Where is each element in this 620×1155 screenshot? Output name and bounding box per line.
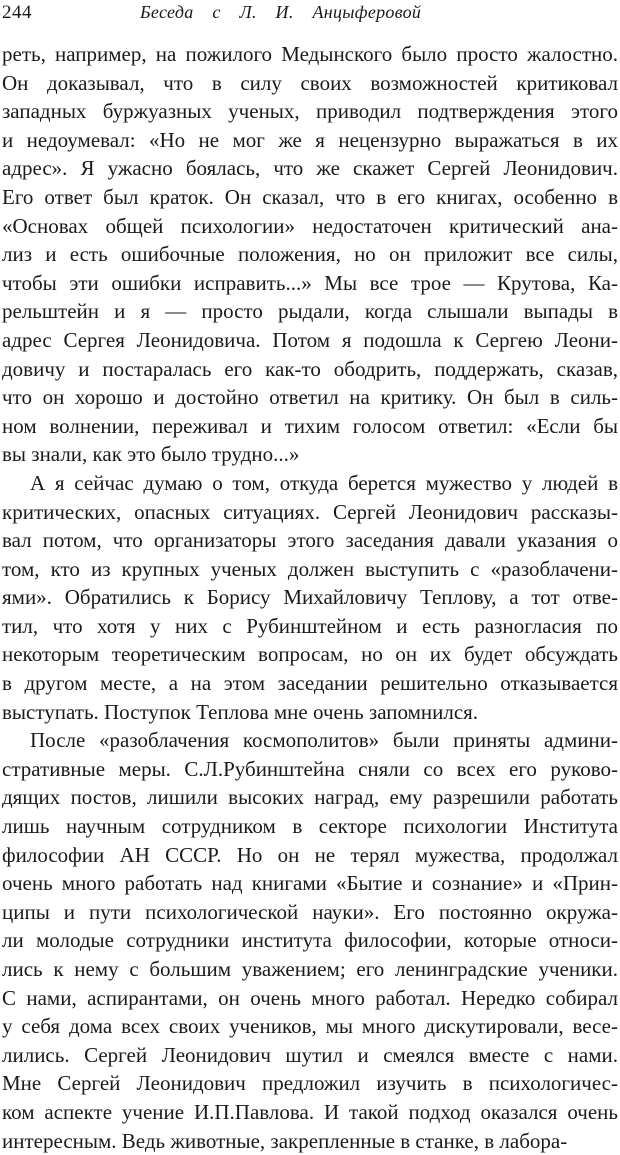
text-line: вы знали, как это было трудно...» — [2, 442, 300, 467]
text-line: С нами, аспирантами, он очень много работал. Нередко собирал — [2, 985, 618, 1010]
text-line: ном волнении, переживал и тихим голосом ответил: «Если бы — [2, 413, 618, 438]
text-line: том, кто из крупных ученых должен выступить с «разоблачени- — [2, 556, 618, 581]
text-line: философии АН СССР. Но он не терял мужества, продолжал — [2, 842, 618, 867]
text-line: ципы и пути психологической науки». Его постоянно окружа- — [2, 899, 618, 924]
text-line: вал потом, что организаторы этого заседания давали указания о — [2, 528, 618, 553]
text-line: рельштейн и я — просто рыдали, когда слышали выпады в — [2, 299, 618, 324]
text-line: ями». Обратились к Борису Михайловичу Теплову, а тот отве- — [2, 585, 618, 610]
text-line: некоторым теоретическим вопросам, но он их будет обсуждать — [2, 642, 618, 667]
body-text — [2, 40, 618, 1155]
text-line: выступать. Поступок Теплова мне очень запомнился. — [2, 699, 479, 724]
text-line: довичу и постаралась его как-то ободрить, поддержать, сказав, — [2, 356, 618, 381]
text-line: адрес». Я ужасно боялась, что же скажет Сергей Леонидович. — [2, 156, 618, 181]
text-line: После «разоблачения космополитов» были приняты админи- — [30, 728, 618, 753]
text-line: что он хорошо и достойно ответил на критику. Он был в силь- — [2, 385, 618, 410]
paragraph — [2, 469, 618, 726]
text-line: Мне Сергей Леонидович предложил изучить в психологичес- — [2, 1071, 618, 1096]
text-line: стративные меры. С.Л.Рубинштейна сняли со всех его руково- — [2, 756, 618, 781]
paragraph — [2, 726, 618, 1155]
text-line: интересным. Ведь животные, закрепленные в станке, в лабора- — [2, 1128, 568, 1153]
text-line: адрес Сергея Леонидовича. Потом я подошла к Сергею Леони- — [2, 327, 618, 352]
running-header — [0, 2, 616, 28]
text-line: лиз и есть ошибочные положения, но он приложит все силы, — [2, 242, 618, 267]
text-line: и недоумевал: «Но не мог же я нецензурно выражаться в их — [2, 127, 618, 152]
text-line: очень много работать над книгами «Бытие и сознание» и «Прин- — [2, 871, 618, 896]
text-line: лились. Сергей Леонидович шутил и смеялся вместе с нами. — [2, 1042, 618, 1067]
text-line: западных буржуазных ученых, приводил подтверждения этого — [2, 99, 618, 124]
text-line: ком аспекте учение И.П.Павлова. И такой подход оказался очень — [2, 1099, 618, 1124]
text-line: у себя дома всех своих учеников, мы много дискутировали, весе- — [2, 1014, 618, 1039]
text-line: тил, что хотя у них с Рубинштейном и есть разногласия по — [2, 613, 618, 638]
text-line: реть, например, на пожилого Медынского было просто жалостно. — [2, 42, 618, 66]
text-line: дящих постов, лишили высоких наград, ему разрешили работать — [2, 785, 618, 810]
text-line: Он доказывал, что в силу своих возможностей критиковал — [2, 70, 618, 95]
running-head-title: Беседа с Л. И. Анцыферовой — [140, 2, 422, 22]
text-line: «Основах общей психологии» недостаточен критический ана- — [2, 213, 618, 238]
text-line: лись к нему с большим уважением; его ленинградские ученики. — [2, 957, 618, 981]
page-number: 244 — [2, 2, 32, 23]
text-line: А я сейчас думаю о том, откуда берется мужество у людей в — [30, 470, 618, 495]
paragraph — [2, 40, 618, 469]
text-line: ли молодые сотрудники института философии, которые относи- — [2, 928, 618, 953]
text-line: критических, опасных ситуациях. Сергей Леонидович рассказы- — [2, 499, 618, 524]
text-line: в другом месте, а на этом заседании решительно отказывается — [2, 671, 618, 696]
text-line: чтобы эти ошибки исправить...» Мы все трое — Крутова, Ка- — [2, 270, 618, 295]
text-line: лишь научным сотрудником в секторе психологии Института — [2, 814, 618, 839]
text-line: Его ответ был краток. Он сказал, что в его книгах, особенно в — [2, 184, 618, 209]
